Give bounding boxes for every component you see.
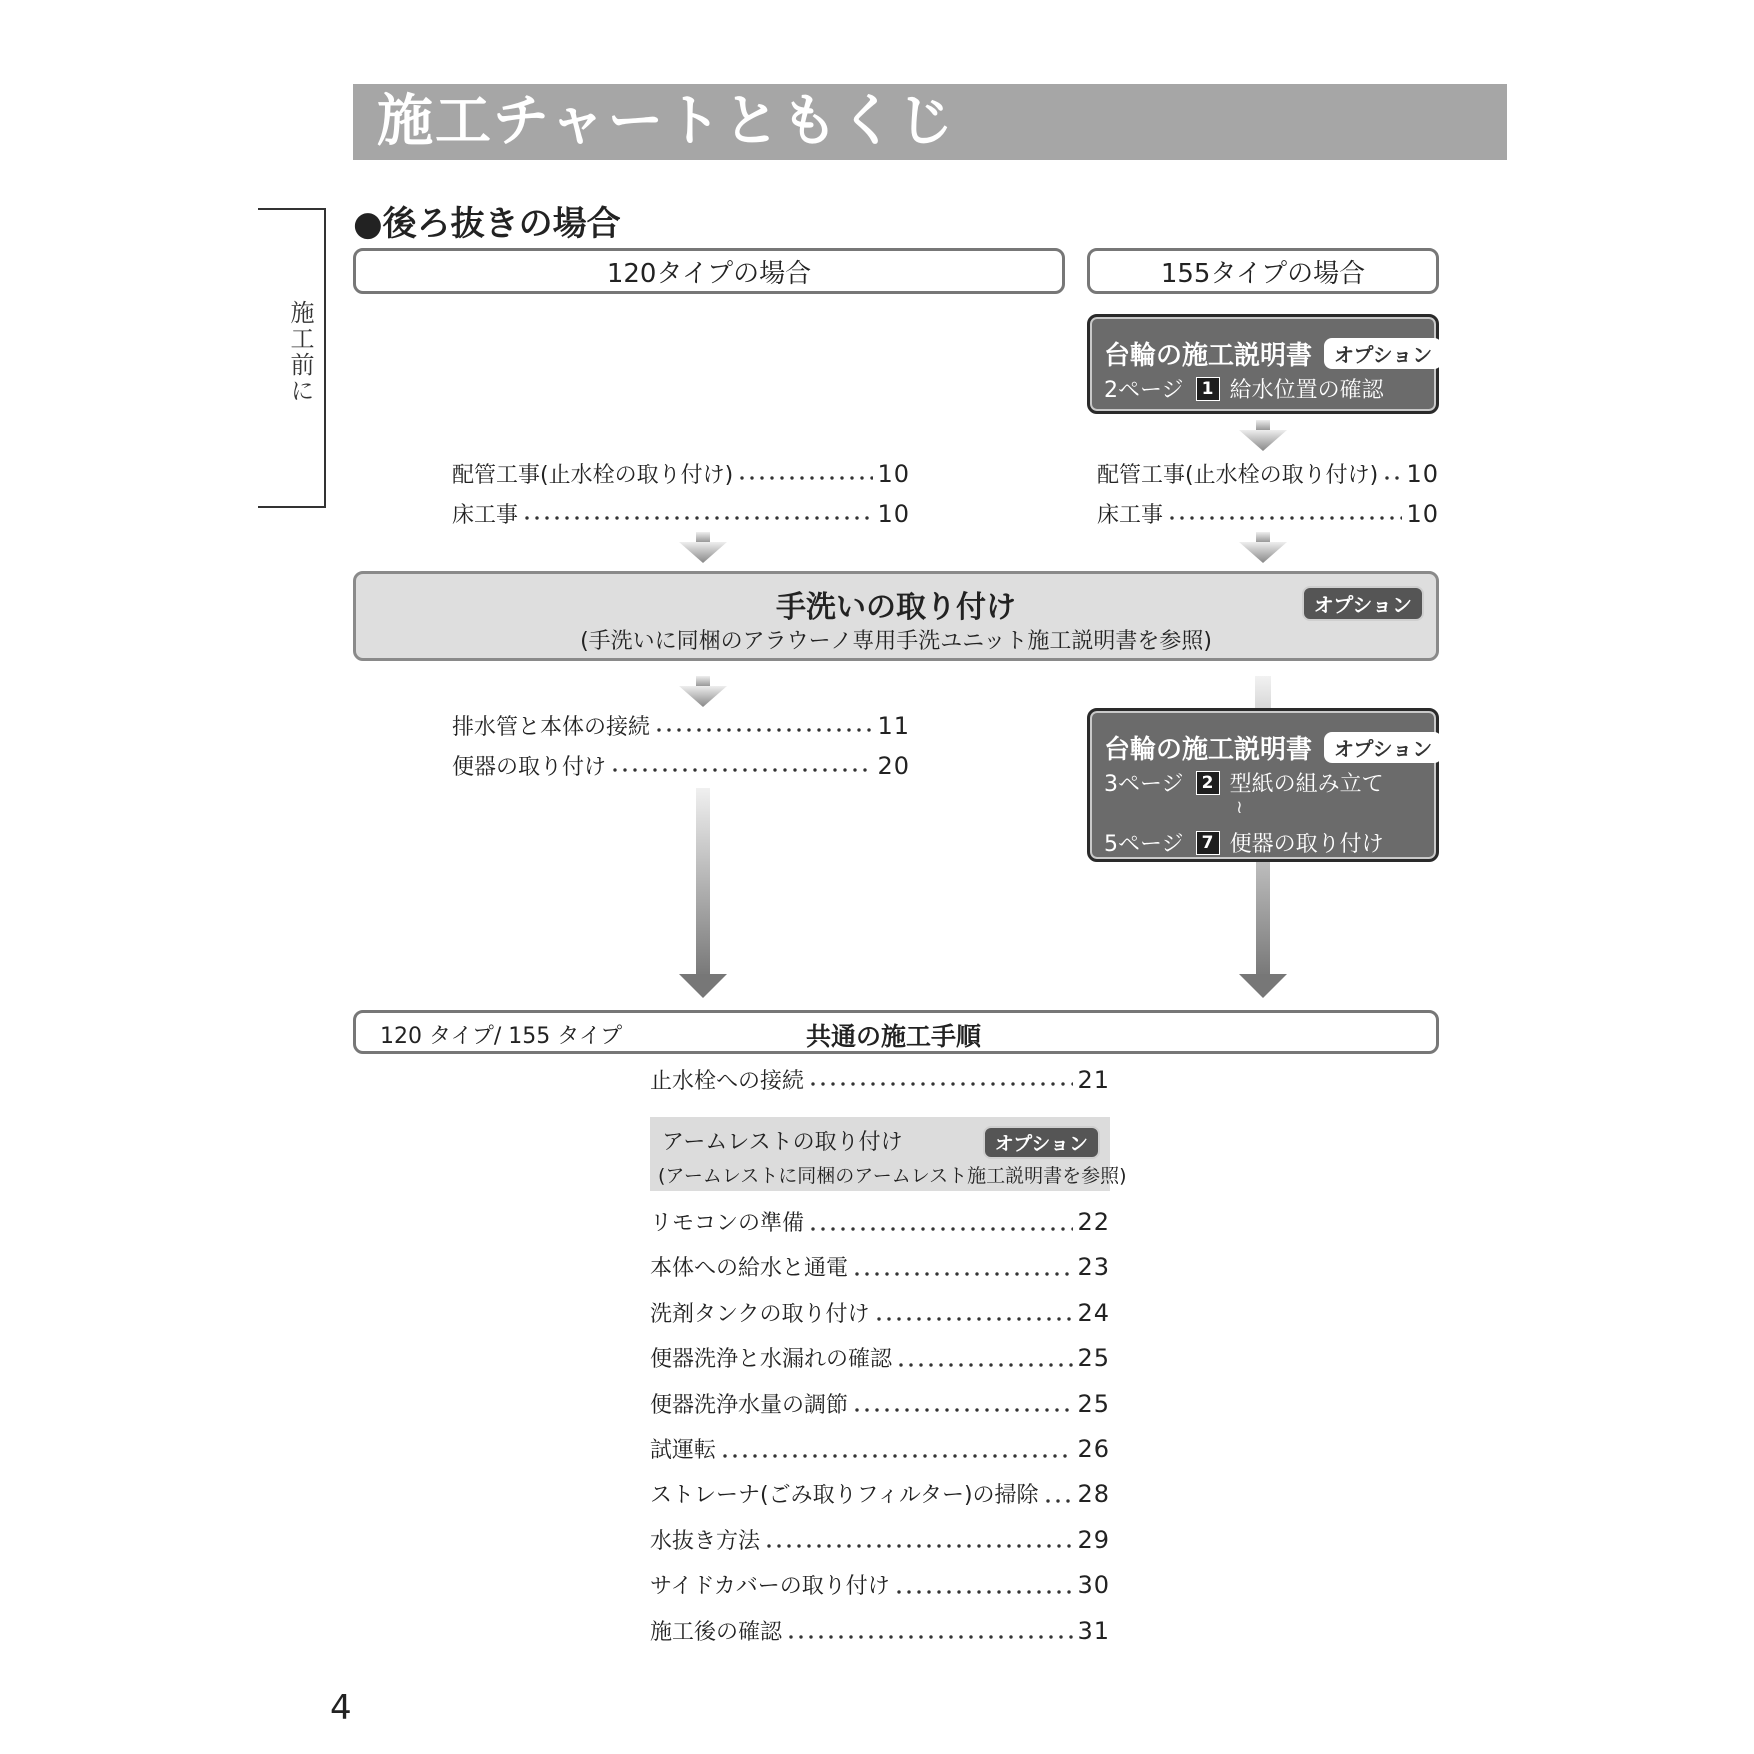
long-down-arrow-icon xyxy=(677,788,729,1000)
toc-item-page: 10 xyxy=(877,460,910,488)
toc-item[interactable] xyxy=(452,458,910,498)
type-155-header xyxy=(1087,248,1439,294)
toc-item[interactable] xyxy=(1097,458,1439,498)
toc-item-label: 配管工事(止水栓の取り付け) xyxy=(452,463,734,488)
armrest-subtitle: (アームレストに同梱のアームレスト施工説明書を参照) xyxy=(658,1165,1127,1187)
toc-item[interactable] xyxy=(650,1297,1110,1342)
option-badge: オプション xyxy=(1324,732,1442,763)
toc-item-page: 26 xyxy=(1077,1434,1110,1463)
toc-leader-dots xyxy=(852,1272,1073,1276)
toc-120-group-b xyxy=(452,710,910,790)
flow-connector xyxy=(1255,676,1271,710)
stand-manual-box-2 xyxy=(1087,708,1439,862)
type-120-label: 120タイプの場合 xyxy=(606,258,812,289)
toc-leader-dots xyxy=(522,516,873,520)
page-number: 4 xyxy=(330,1688,352,1728)
toc-item-label: 洗剤タンクの取り付け xyxy=(650,1301,870,1327)
toc-item[interactable] xyxy=(650,1064,1110,1104)
down-arrow-icon xyxy=(677,676,729,708)
toc-leader-dots xyxy=(1167,516,1402,520)
toc-leader-dots xyxy=(894,1590,1074,1594)
toc-leader-dots xyxy=(1043,1499,1074,1503)
handwash-subtitle: (手洗いに同梱のアラウーノ専用手洗ユニット施工説明書を参照) xyxy=(580,629,1212,654)
side-tab-label: 施工前に xyxy=(286,300,314,404)
toc-leader-dots xyxy=(764,1544,1073,1548)
toc-item[interactable] xyxy=(650,1206,1110,1251)
toc-item-label: 便器の取り付け xyxy=(452,755,607,780)
toc-item-page: 29 xyxy=(1077,1525,1110,1554)
toc-item[interactable] xyxy=(650,1251,1110,1296)
type-120-header xyxy=(353,248,1065,294)
toc-item-label: 試運転 xyxy=(650,1437,717,1463)
range-tilde: ≀ xyxy=(1236,797,1243,818)
toc-120-group-a xyxy=(452,458,910,538)
stand-box-1-title: 台輪の施工説明書 xyxy=(1104,341,1313,371)
toc-item-page: 23 xyxy=(1077,1253,1110,1282)
option-badge: オプション xyxy=(1324,338,1442,369)
toc-item-label: 排水管と本体の接続 xyxy=(452,715,651,740)
toc-item-page: 25 xyxy=(1077,1389,1110,1418)
toc-item-label: サイドカバーの取り付け xyxy=(650,1574,890,1600)
toc-leader-dots xyxy=(786,1635,1073,1639)
toc-item-label: 床工事 xyxy=(452,503,519,528)
step-number-badge: 1 xyxy=(1196,377,1220,401)
toc-item-page: 10 xyxy=(877,500,910,528)
toc-item[interactable] xyxy=(650,1388,1110,1433)
stand-box-1-page: 2ページ xyxy=(1104,378,1184,403)
toc-item[interactable] xyxy=(452,750,910,790)
stand-box-1-step: 給水位置の確認 xyxy=(1229,378,1384,403)
option-badge: オプション xyxy=(1302,586,1424,621)
toc-leader-dots xyxy=(610,768,873,772)
stand-box-2-page-start: 3ページ xyxy=(1104,772,1184,797)
down-arrow-icon xyxy=(677,532,729,564)
toc-item-label: 本体への給水と通電 xyxy=(650,1256,849,1282)
toc-item-page: 25 xyxy=(1077,1344,1110,1373)
down-arrow-icon xyxy=(1237,420,1289,452)
toc-item[interactable] xyxy=(650,1569,1110,1614)
toc-item[interactable] xyxy=(452,710,910,750)
section-heading: ●後ろ抜きの場合 xyxy=(353,204,621,244)
toc-item-page: 21 xyxy=(1077,1066,1110,1094)
toc-item-page: 22 xyxy=(1077,1208,1110,1236)
option-badge: オプション xyxy=(983,1126,1100,1159)
stand-box-2-page-end: 5ページ xyxy=(1104,832,1184,857)
toc-leader-dots xyxy=(808,1082,1073,1086)
armrest-install-box xyxy=(650,1117,1127,1191)
toc-leader-dots xyxy=(896,1363,1073,1367)
step-number-badge: 7 xyxy=(1196,831,1220,855)
toc-item-label: 施工後の確認 xyxy=(650,1619,783,1645)
toc-item-label: 床工事 xyxy=(1097,503,1164,528)
down-arrow-icon xyxy=(1237,532,1289,564)
toc-item-page: 30 xyxy=(1077,1571,1110,1600)
common-types-label: 120 タイプ/ 155 タイプ xyxy=(380,1024,623,1049)
step-number-badge: 2 xyxy=(1196,771,1220,795)
common-procedure-header xyxy=(353,1010,1439,1054)
toc-item-label: 水抜き方法 xyxy=(650,1528,761,1554)
handwash-title: 手洗いの取り付け xyxy=(776,590,1016,625)
toc-leader-dots xyxy=(720,1454,1073,1458)
stand-manual-box-1 xyxy=(1087,314,1439,414)
toc-leader-dots xyxy=(1382,476,1402,480)
toc-item-page: 24 xyxy=(1077,1298,1110,1327)
handwash-install-box xyxy=(353,571,1439,661)
title-banner xyxy=(353,84,1507,160)
toc-leader-dots xyxy=(874,1317,1074,1321)
toc-common-list xyxy=(650,1206,1110,1660)
toc-item-label: 配管工事(止水栓の取り付け) xyxy=(1097,463,1379,488)
common-title: 共通の施工手順 xyxy=(806,1022,982,1051)
toc-leader-dots xyxy=(654,728,873,732)
toc-item[interactable] xyxy=(650,1524,1110,1569)
long-down-arrow-icon xyxy=(1237,862,1289,1000)
type-155-label: 155タイプの場合 xyxy=(1160,258,1366,289)
toc-leader-dots xyxy=(808,1227,1073,1231)
stand-box-2-title: 台輪の施工説明書 xyxy=(1104,735,1313,765)
toc-item-label: 便器洗浄水量の調節 xyxy=(650,1392,849,1418)
stand-box-2-step-start: 型紙の組み立て xyxy=(1229,772,1384,797)
toc-common-first xyxy=(650,1064,1110,1104)
toc-155-group-a xyxy=(1097,458,1439,538)
toc-item-label: 止水栓への接続 xyxy=(650,1069,805,1094)
armrest-title: アームレストの取り付け xyxy=(662,1130,903,1155)
toc-leader-dots xyxy=(852,1408,1073,1412)
toc-item-page: 11 xyxy=(877,712,910,740)
toc-item-page: 10 xyxy=(1406,500,1439,528)
toc-item[interactable] xyxy=(650,1433,1110,1478)
toc-item[interactable] xyxy=(650,1342,1110,1387)
stand-box-2-step-end: 便器の取り付け xyxy=(1229,832,1384,857)
toc-item[interactable] xyxy=(650,1478,1110,1523)
toc-item-page: 10 xyxy=(1406,460,1439,488)
toc-leader-dots xyxy=(737,476,873,480)
page-title: 施工チャートともくじ xyxy=(377,89,956,154)
toc-item-page: 20 xyxy=(877,752,910,780)
toc-item-label: リモコンの準備 xyxy=(650,1211,805,1236)
toc-item-page: 28 xyxy=(1077,1480,1110,1509)
toc-item-label: 便器洗浄と水漏れの確認 xyxy=(650,1347,893,1373)
toc-item-label: ストレーナ(ごみ取りフィルター)の掃除 xyxy=(650,1483,1039,1509)
toc-item[interactable] xyxy=(650,1615,1110,1660)
toc-item-page: 31 xyxy=(1077,1616,1110,1645)
